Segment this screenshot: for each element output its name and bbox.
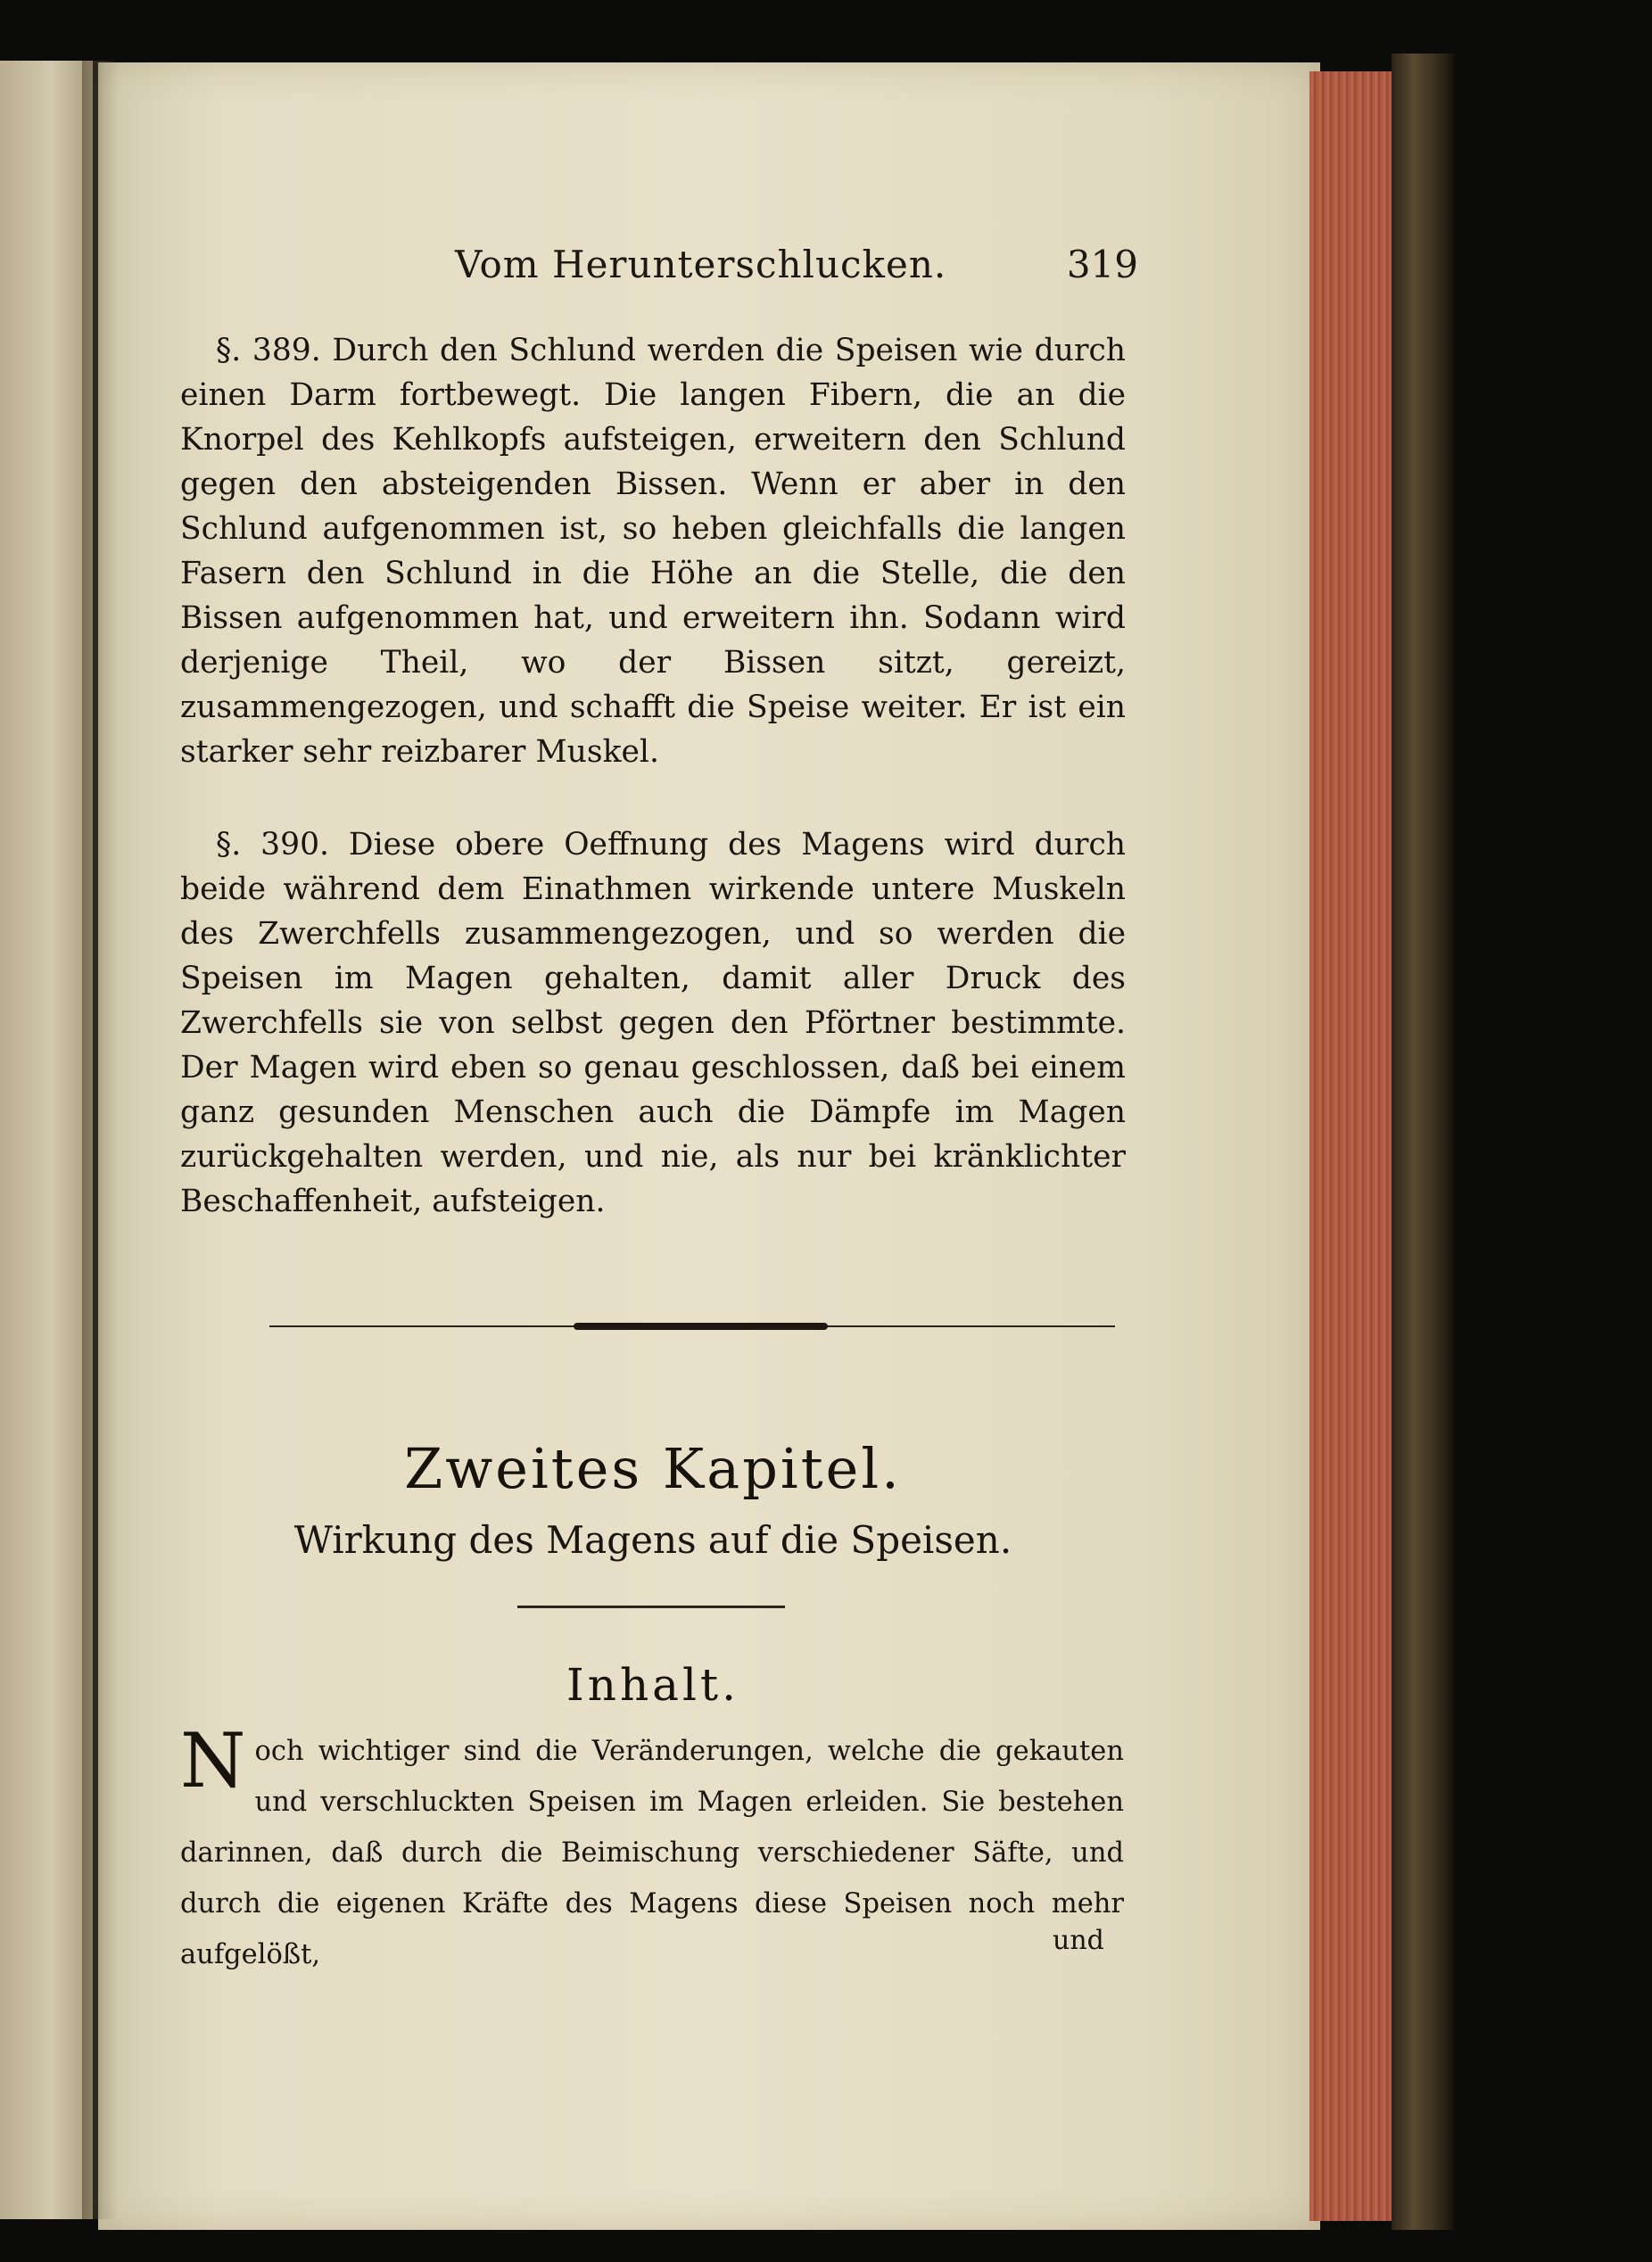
running-title: Vom Herunterschlucken. <box>455 243 947 286</box>
chapter-title: Zweites Kapitel. <box>404 1436 902 1501</box>
running-header <box>455 243 1138 293</box>
page-number: 319 <box>1066 243 1138 286</box>
contents-heading: Inhalt. <box>566 1659 739 1711</box>
catchword: und <box>1053 1925 1104 1956</box>
paragraph-text: §. 389. Durch den Schlund werden die Speisen wie durch einen Darm fortbewegt. Die langen Fibern, die an die Knorpel des Kehlkopfs aufsteigen, erweitern den Schlund gegen den absteigenden Bissen. Wenn er aber in den Schlund aufgenommen ist, so heben gleichfalls die langen Fasern den Schlund in die Höhe an die Stelle, die den Bissen aufgenommen hat, und erweitern ihn. Sodann wird derjenige Theil, wo der Bissen sitzt, gereizt, zusammengezogen, und schafft die Speise weiter. Er ist ein starker sehr reizbarer Muskel. <box>180 333 1126 770</box>
summary-text: och wichtiger sind die Veränderungen, welche die gekauten und verschluckten Speisen im Magen erleiden. Sie bestehen darinnen, daß durch die Beimischung verschiedener Säfte, und durch die eigenen Kräfte des Magens diese Speisen noch mehr aufgelößt, <box>180 1736 1124 1970</box>
book-cover <box>1392 54 1454 2230</box>
contents-summary <box>180 1717 1124 1980</box>
paragraph-text: §. 390. Diese obere Oeffnung des Magens wird durch beide während dem Einathmen wirkende untere Muskeln des Zwerchfells zusammengezogen, und so werden die Speisen im Magen gehalten, damit aller Druck des Zwerchfells sie von selbst gegen den Pförtner bestimmte. Der Magen wird eben so genau geschlossen, daß bei einem ganz gesunden Menschen auch die Dämpfe im Magen zurückgehalten werden, und nie, als nur bei kränklichter Beschaffenheit, aufsteigen. <box>180 827 1126 1219</box>
page-edges <box>1309 71 1399 2221</box>
paragraph-390 <box>180 822 1126 1224</box>
chapter-subtitle: Wirkung des Magens auf die Speisen. <box>293 1518 1012 1562</box>
gutter-shadow <box>82 61 118 2219</box>
drop-cap: N <box>180 1717 246 1804</box>
paragraph-389 <box>180 328 1126 774</box>
ornamental-rule <box>269 1320 1115 1333</box>
left-page-edge <box>0 61 93 2219</box>
short-rule <box>517 1606 785 1608</box>
